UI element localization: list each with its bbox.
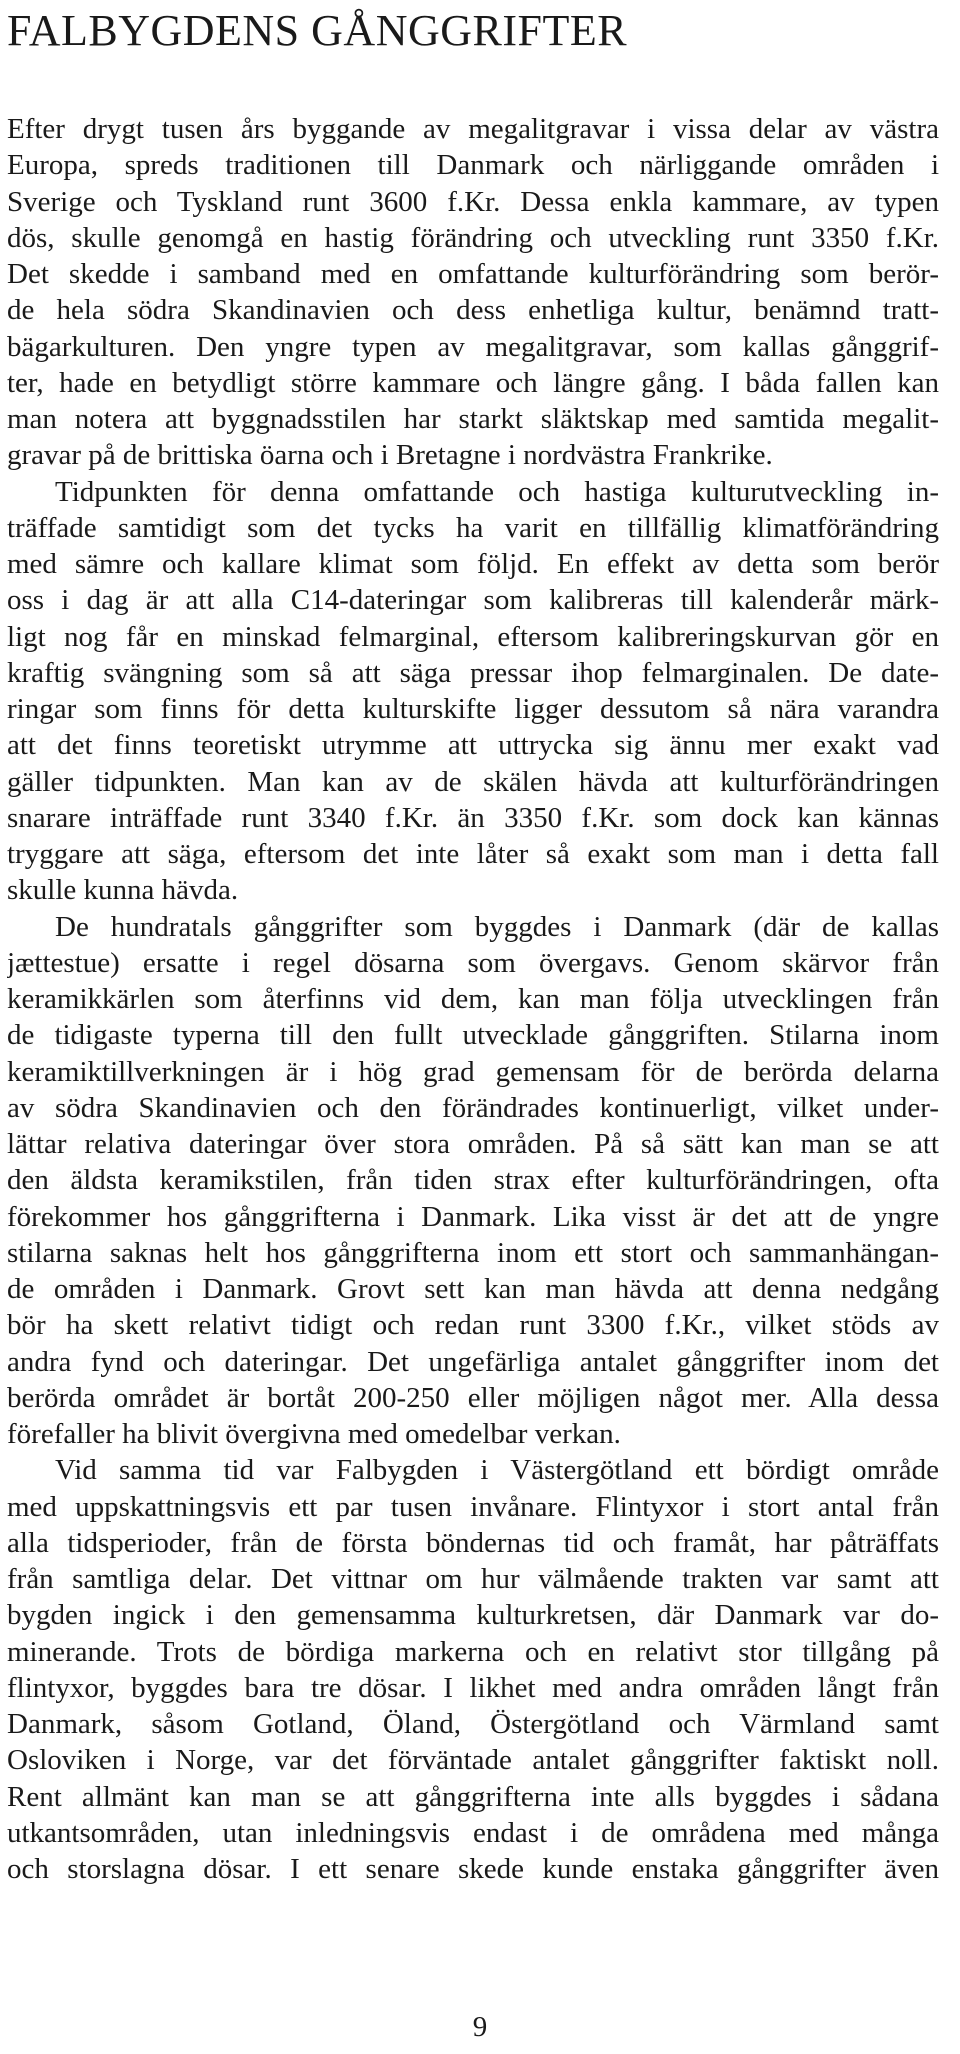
text-line: ligt nog får en minskad felmarginal, eftersom kalibreringskurvan gör en xyxy=(7,620,939,653)
text-line: med sämre och kallare klimat som följd. En effekt av detta som berör xyxy=(7,548,939,580)
text-line: stilarna saknas helt hos gånggrifterna inom ett stort och sammanhängan- xyxy=(7,1236,939,1269)
text-line: bör ha skett relativt tidigt och redan runt 3300 f.Kr., vilket stöds av xyxy=(7,1309,939,1342)
text-line: Osloviken i Norge, var det förväntade antalet gånggrifter faktiskt noll. xyxy=(7,1744,939,1777)
text-line: man notera att byggnadsstilen har starkt släktskap med samtida megalit- xyxy=(7,403,939,435)
text-line: dös, skulle genomgå en hastig förändring och utveckling runt 3350 f.Kr. xyxy=(7,221,939,254)
text-line: ter, hade en betydligt större kammare och längre gång. I båda fallen kan xyxy=(7,366,939,399)
page-title: FALBYGDENS GÅNGGRIFTER xyxy=(7,6,628,55)
text-line: gäller tidpunkten. Man kan av de skälen hävda att kulturförändringen xyxy=(7,765,939,798)
text-line: berörda området är bortåt 200-250 eller möjligen något mer. Alla dessa xyxy=(7,1381,939,1414)
text-line: keramiktillverkningen är i hög grad gemensam för de berörda delarna xyxy=(7,1055,939,1088)
text-line: Vid samma tid var Falbygden i Västergötland ett bördigt område xyxy=(55,1454,939,1487)
text-line: keramikkärlen som återfinns vid dem, kan man följa utvecklingen från xyxy=(7,983,939,1015)
text-line: bägarkulturen. Den yngre typen av megalitgravar, som kallas gånggrif- xyxy=(7,330,939,363)
text-line: bygden ingick i den gemensamma kulturkretsen, där Danmark var do- xyxy=(7,1599,939,1632)
text-line: träffade samtidigt som det tycks ha varit en tillfällig klimatförändring xyxy=(7,511,939,544)
text-line: kraftig svängning som så att säga pressar ihop felmarginalen. De date- xyxy=(7,656,939,689)
text-line: med uppskattningsvis ett par tusen invånare. Flintyxor i stort antal från xyxy=(7,1490,939,1523)
text-line: jættestue) ersatte i regel dösarna som övergavs. Genom skärvor från xyxy=(7,946,939,979)
text-line: snarare inträffade runt 3340 f.Kr. än 3350 f.Kr. som dock kan kännas xyxy=(7,801,939,834)
text-line: den äldsta keramikstilen, från tiden strax efter kulturförändringen, ofta xyxy=(7,1164,939,1197)
text-line: och storslagna dösar. I ett senare skede kunde enstaka gånggrifter även xyxy=(7,1853,939,1885)
text-line: alla tidsperioder, från de första böndernas tid och framåt, har påträffats xyxy=(7,1526,939,1559)
text-line: andra fynd och dateringar. Det ungefärliga antalet gånggrifter inom det xyxy=(7,1345,939,1378)
text-line: Danmark, såsom Gotland, Öland, Östergötland och Värmland samt xyxy=(7,1708,939,1740)
text-line: att det finns teoretiskt utrymme att uttrycka sig ännu mer exakt vad xyxy=(7,729,939,762)
text-line: lättar relativa dateringar över stora områden. På så sätt kan man se att xyxy=(7,1128,939,1160)
text-line: de tidigaste typerna till den fullt utvecklade gånggriften. Stilarna inom xyxy=(7,1019,939,1052)
text-line: Det skedde i samband med en omfattande kulturförändring som berör- xyxy=(7,258,939,290)
body-text xyxy=(7,111,939,1887)
text-line: från samtliga delar. Det vittnar om hur välmående trakten var samt att xyxy=(7,1563,939,1595)
text-line: oss i dag är att alla C14-dateringar som kalibreras till kalenderår märk- xyxy=(7,584,939,617)
text-line: skulle kunna hävda. xyxy=(7,874,239,907)
text-line: Efter drygt tusen års byggande av megalitgravar i vissa delar av västra xyxy=(7,113,939,145)
text-line: de områden i Danmark. Grovt sett kan man hävda att denna nedgång xyxy=(7,1273,939,1305)
text-line: flintyxor, byggdes bara tre dösar. I likhet med andra områden långt från xyxy=(7,1671,939,1704)
text-line: förekommer hos gånggrifterna i Danmark. Lika visst är det att de yngre xyxy=(7,1200,939,1233)
text-line: tryggare att säga, eftersom det inte låter så exakt som man i detta fall xyxy=(7,838,939,870)
text-line: gravar på de brittiska öarna och i Bretagne i nordvästra Frankrike. xyxy=(7,439,773,472)
text-line: Tidpunkten för denna omfattande och hastiga kulturutveckling in- xyxy=(55,475,939,508)
text-line: utkantsområden, utan inledningsvis endast i de områdena med många xyxy=(7,1816,939,1849)
text-line: Rent allmänt kan man se att gånggrifterna inte alls byggdes i sådana xyxy=(7,1780,939,1813)
text-line: Sverige och Tyskland runt 3600 f.Kr. Dessa enkla kammare, av typen xyxy=(7,185,939,218)
text-line: Europa, spreds traditionen till Danmark och närliggande områden i xyxy=(7,149,939,182)
text-line: förefaller ha blivit övergivna med omedelbar verkan. xyxy=(7,1418,621,1450)
text-line: De hundratals gånggrifter som byggdes i Danmark (där de kallas xyxy=(55,910,939,943)
page-number: 9 xyxy=(472,2011,488,2043)
text-line: ringar som finns för detta kulturskifte ligger dessutom så nära varandra xyxy=(7,693,939,725)
text-line: minerande. Trots de bördiga markerna och en relativt stor tillgång på xyxy=(7,1635,939,1668)
text-line: de hela södra Skandinavien och dess enhetliga kultur, benämnd tratt- xyxy=(7,294,939,327)
text-line: av södra Skandinavien och den förändrades kontinuerligt, vilket under- xyxy=(7,1091,939,1124)
